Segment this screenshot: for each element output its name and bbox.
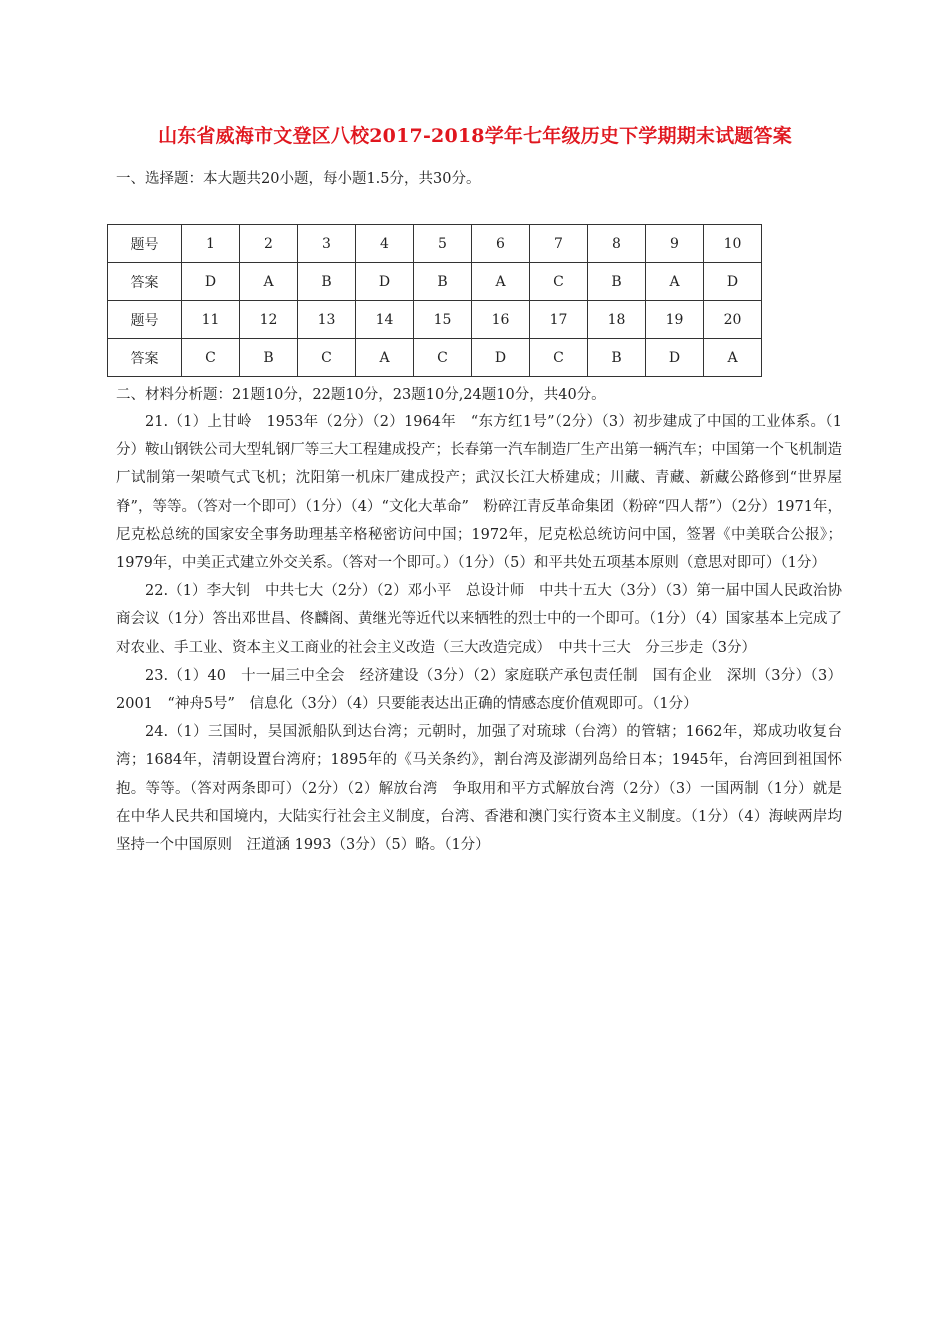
- answer-21: 21.（1）上甘岭 1953年（2分）（2）1964年 “东方红1号”（2分）（3）初步建成了中国的工业体系。（1分）鞍山钢铁公司大型轧钢厂等三大工程建成投产；长春第一汽车制造厂生产出第一辆汽车；中国第一个飞机制造厂试制第一架喷气式飞机；沈阳第一机床厂建成投产；武汉长江大桥建成；川藏、青藏、新藏公路修到“世界屋脊”，等等。（答对一个即可）（1分）（4）“文化大革命” 粉碎江青反革命集团（粉碎“四人帮”）（2分）1971年，尼克松总统的国家安全事务助理基辛格秘密访问中国；1972年，尼克松总统访问中国，签署《中美联合公报》；1979年，中美正式建立外交关系。（答对一个即可。）（1分）（5）和平共处五项基本原则（意思对即可）（1分）: [116, 414, 842, 572]
- table-cell: C: [530, 339, 588, 377]
- table-cell: 题号: [108, 225, 182, 263]
- table-cell: A: [704, 339, 762, 377]
- section-heading-analysis: 二、材料分析题：21题10分，22题10分，23题10分,24题10分，共40分。: [116, 387, 606, 403]
- table-cell: B: [588, 263, 646, 301]
- table-cell: C: [182, 339, 240, 377]
- answer-table: [107, 224, 762, 377]
- document-title: 山东省威海市文登区八校2017-2018学年七年级历史下学期期末试题答案: [158, 125, 792, 147]
- table-cell: D: [472, 339, 530, 377]
- table-cell: C: [530, 263, 588, 301]
- table-cell: B: [298, 263, 356, 301]
- table-cell: 14: [356, 301, 414, 339]
- table-cell: 10: [704, 225, 762, 263]
- table-cell: 17: [530, 301, 588, 339]
- table-cell: A: [646, 263, 704, 301]
- table-cell: B: [588, 339, 646, 377]
- table-cell: 3: [298, 225, 356, 263]
- table-cell: 答案: [108, 339, 182, 377]
- table-cell: C: [414, 339, 472, 377]
- answer-body: [116, 408, 842, 859]
- table-cell: B: [240, 339, 298, 377]
- table-cell: D: [646, 339, 704, 377]
- table-cell: 15: [414, 301, 472, 339]
- table-row: [108, 339, 762, 377]
- table-cell: 4: [356, 225, 414, 263]
- table-cell: D: [356, 263, 414, 301]
- answer-24: 24.（1）三国时，吴国派船队到达台湾；元朝时，加强了对琉球（台湾）的管辖；1662年，郑成功收复台湾；1684年，清朝设置台湾府；1895年的《马关条约》，割台湾及澎湖列岛给日本；1945年，台湾回到祖国怀抱。等等。（答对两条即可）（2分）（2）解放台湾 争取用和平方式解放台湾（2分）（3）一国两制（1分）就是在中华人民共和国境内，大陆实行社会主义制度，台湾、香港和澳门实行资本主义制度。（1分）（4）海峡两岸均坚持一个中国原则 汪道涵 1993（3分）（5）略。（1分）: [116, 724, 842, 854]
- table-cell: C: [298, 339, 356, 377]
- table-cell: 8: [588, 225, 646, 263]
- table-cell: 11: [182, 301, 240, 339]
- table-row: [108, 301, 762, 339]
- table-cell: 18: [588, 301, 646, 339]
- table-cell: 2: [240, 225, 298, 263]
- table-cell: 16: [472, 301, 530, 339]
- table-cell: A: [472, 263, 530, 301]
- table-row: [108, 263, 762, 301]
- table-cell: D: [704, 263, 762, 301]
- table-cell: 1: [182, 225, 240, 263]
- table-cell: 6: [472, 225, 530, 263]
- table-cell: A: [240, 263, 298, 301]
- table-cell: D: [182, 263, 240, 301]
- table-cell: A: [356, 339, 414, 377]
- table-row: [108, 225, 762, 263]
- answer-22: 22.（1）李大钊 中共七大（2分）（2）邓小平 总设计师 中共十五大（3分）（3）第一届中国人民政治协商会议（1分）答出邓世昌、佟麟阁、黄继光等近代以来牺牲的烈士中的一个即可。（1分）（4）国家基本上完成了对农业、手工业、资本主义工商业的社会主义改造（三大改造完成） 中共十三大 分三步走（3分）: [116, 583, 842, 656]
- answer-23: 23.（1）40 十一届三中全会 经济建设（3分）（2）家庭联产承包责任制 国有企业 深圳（3分）（3）2001 “神舟5号” 信息化（3分）（4）只要能表达出正确的情感态度价值观即可。（1分）: [116, 667, 842, 713]
- table-cell: 13: [298, 301, 356, 339]
- table-cell: B: [414, 263, 472, 301]
- table-cell: 答案: [108, 263, 182, 301]
- section-heading-choice: 一、选择题：本大题共20小题，每小题1.5分，共30分。: [116, 171, 481, 187]
- table-cell: 题号: [108, 301, 182, 339]
- table-cell: 12: [240, 301, 298, 339]
- table-cell: 5: [414, 225, 472, 263]
- table-cell: 20: [704, 301, 762, 339]
- table-cell: 19: [646, 301, 704, 339]
- table-cell: 7: [530, 225, 588, 263]
- table-cell: 9: [646, 225, 704, 263]
